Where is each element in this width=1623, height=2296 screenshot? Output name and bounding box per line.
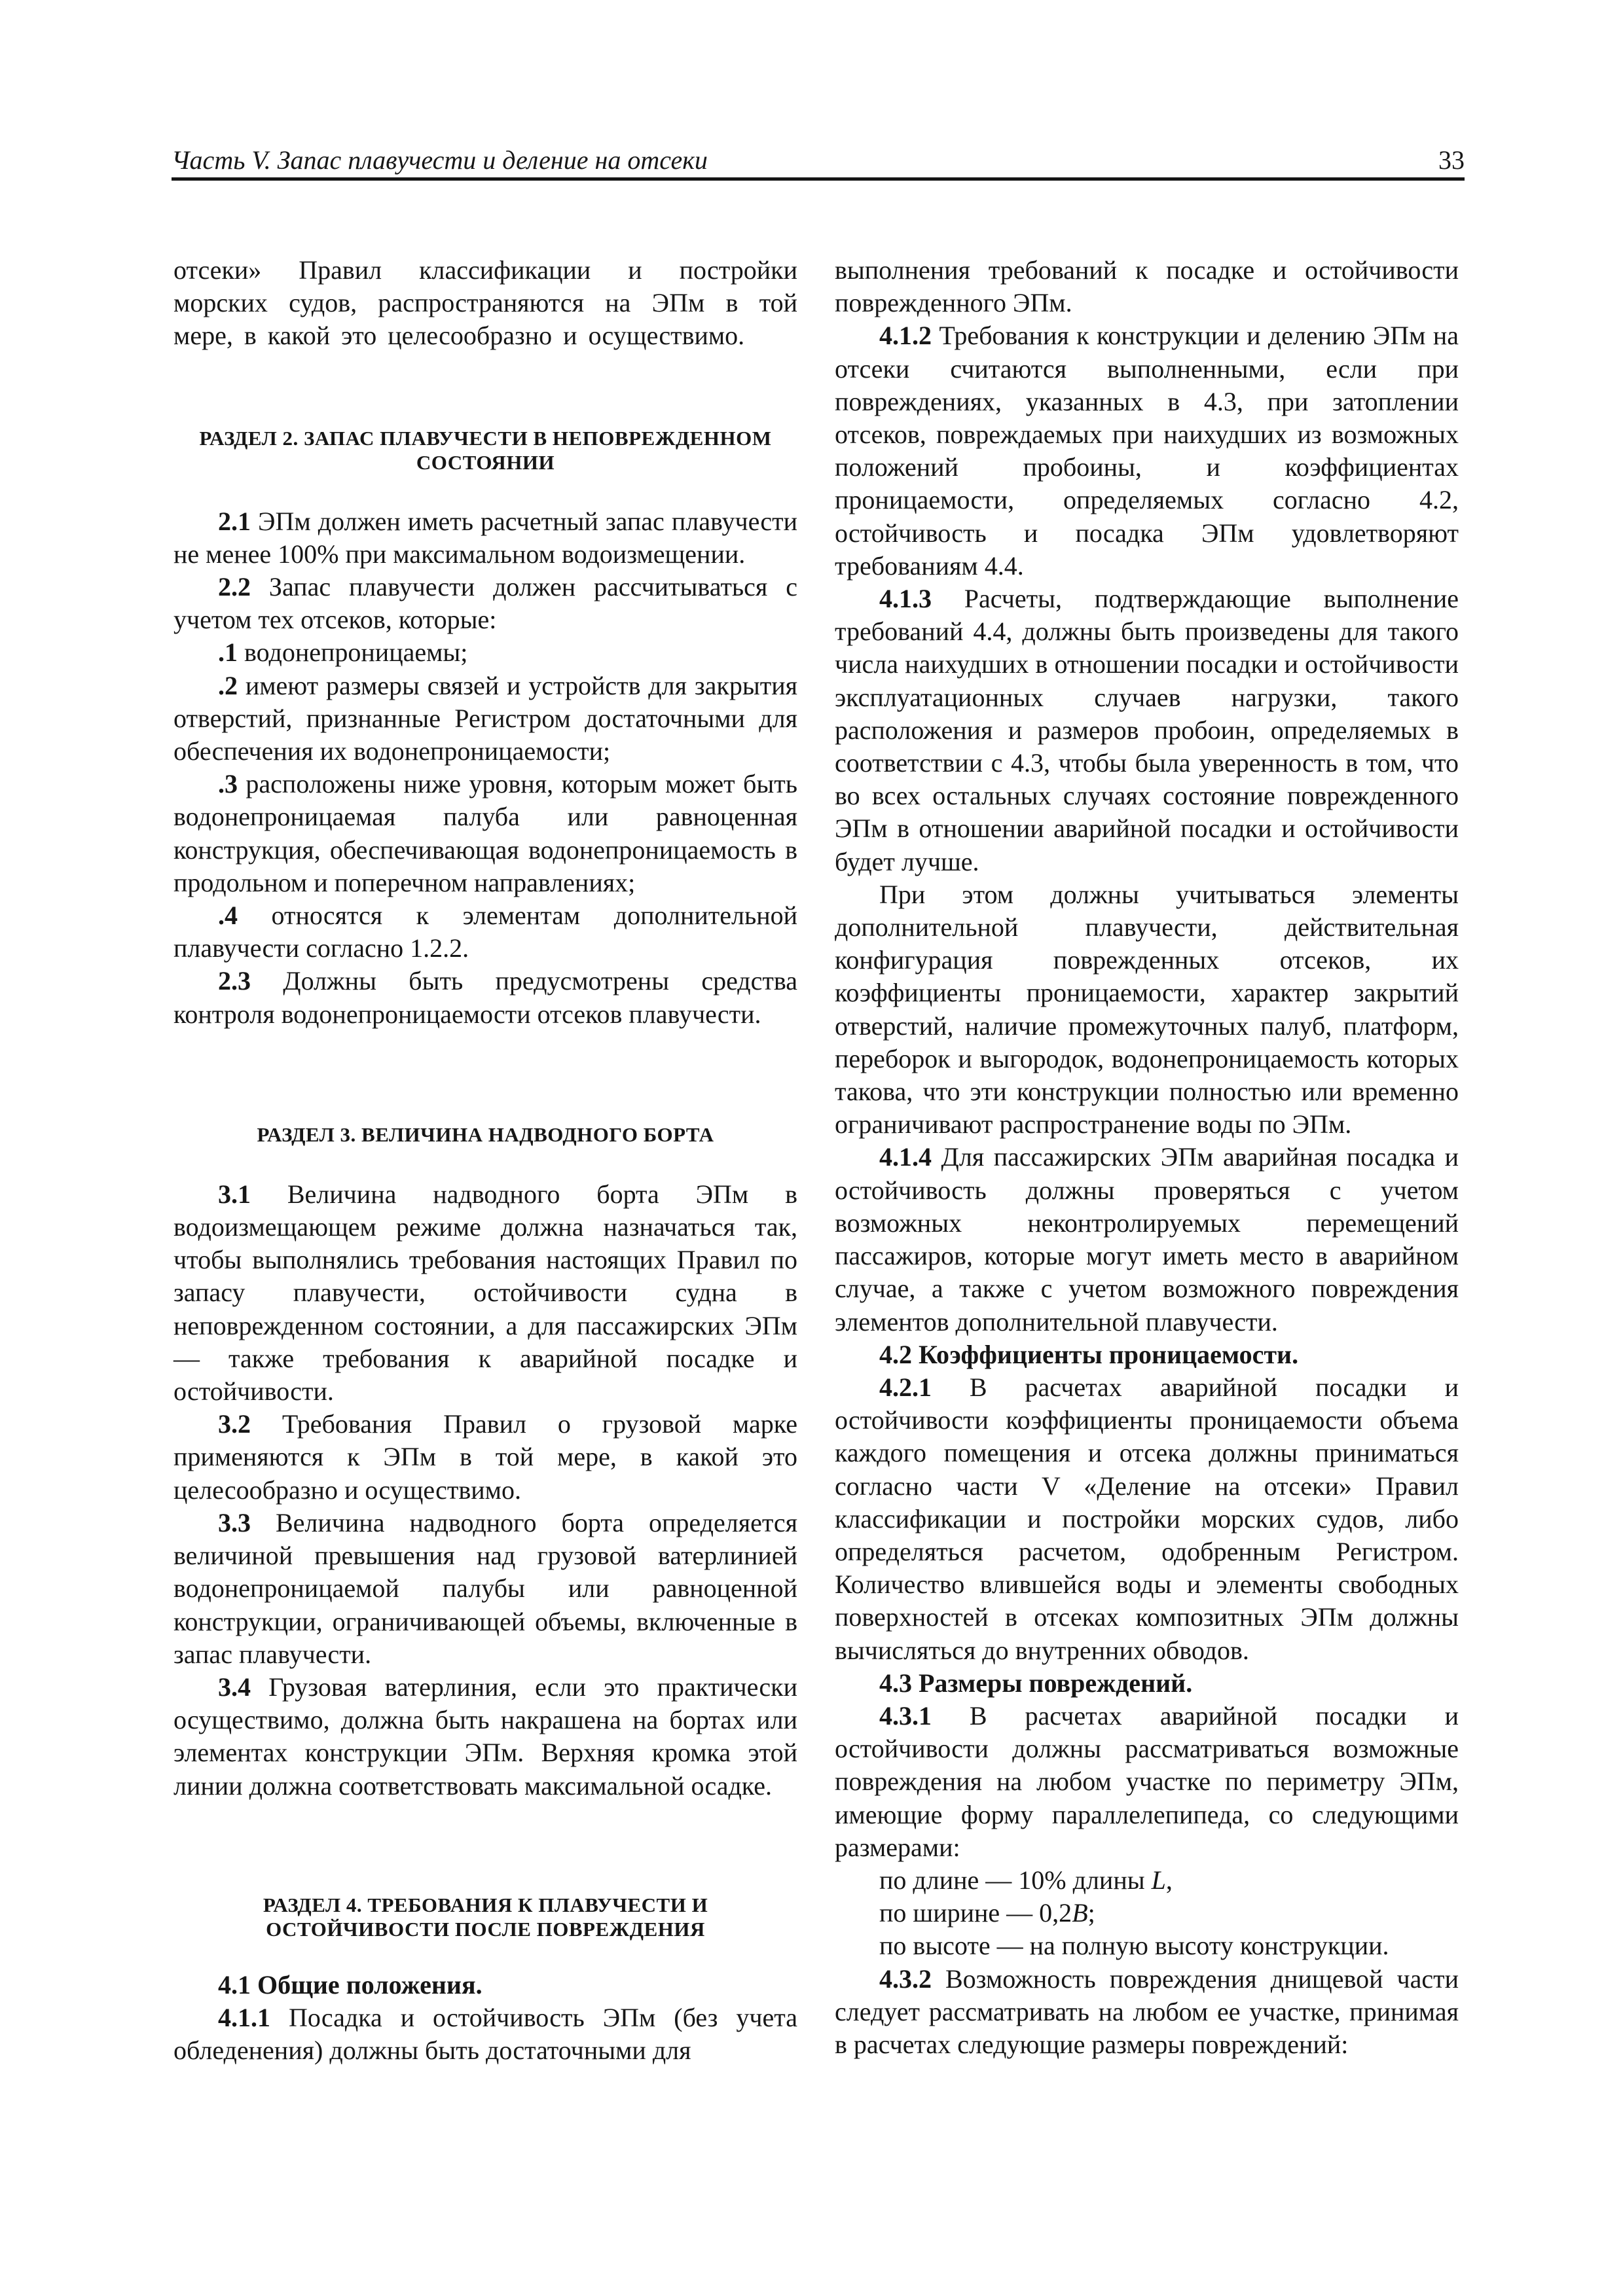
paragraph-text: Грузовая ватерлиния, если это практически осуществимо, должна быть накрашена на бортах или элементах конструкции ЭПм. Верхняя кромка этой линии должна соответствовать максимальной осадке. xyxy=(173,1672,797,1801)
paragraph-number: 3.3 xyxy=(218,1507,251,1537)
running-header-title: Часть V. Запас плавучести и деление на отсеки xyxy=(172,145,708,175)
paragraph-number: 2.3 xyxy=(218,966,251,996)
item-number: .1 xyxy=(218,637,238,668)
dimension-length xyxy=(835,1864,1459,1897)
list-item-2-2-1 xyxy=(173,636,797,669)
paragraph-number: 4.1.1 xyxy=(218,2002,270,2032)
item-text: расположены ниже уровня, которым может быть водонепроницаемая палуба или равноценная конструкция, обеспечивающая водонепроницаемость в продольном и поперечном направлениях; xyxy=(173,769,797,897)
header-rule xyxy=(172,177,1465,181)
paragraph-text: ЭПм должен иметь расчетный запас плавучести не менее 100% при максимальном водоизмещении. xyxy=(173,506,797,569)
item-number: .3 xyxy=(218,769,238,799)
paragraph-continued: выполнения требований к посадке и остойчивости поврежденного ЭПм. xyxy=(835,255,1459,318)
paragraph-text: В расчетах аварийной посадки и остойчивости коэффициенты проницаемости объема каждого помещения и отсека должны приниматься согласно части V «Деление на отсеки» Правил классификации и постройки морских судов, либо определяться расчетом, одобренным Регистром. Количество влившейся воды и элементы свободных поверхностей в отсеках композитных ЭПм должны вычисляться до внутренних обводов. xyxy=(835,1372,1459,1665)
paragraph-text: Требования к конструкции и делению ЭПм на отсеки считаются выполненными, если при повреждениях, указанных в 4.3, при затоплении отсеков, повреждаемых при наихудших из возможных положений пробоины, и коэффициентах проницаемости, определяемых согласно 4.2, остойчивость и посадка ЭПм удовлетворяют требованиям 4.4. xyxy=(835,321,1459,581)
paragraph-text: Для пассажирских ЭПм аварийная посадка и остойчивость должны проверяться с учетом возможных неконтролируемых перемещений пассажиров, которые могут иметь место в аварийном случае, а также с учетом возможного повреждения элементов дополнительной плавучести. xyxy=(835,1142,1459,1336)
dimension-variable: B xyxy=(1072,1898,1088,1928)
dimension-text: по длине — 10% длины xyxy=(879,1865,1152,1895)
section-2-heading: РАЗДЕЛ 2. ЗАПАС ПЛАВУЧЕСТИ В НЕПОВРЕЖДЕННОМ СОСТОЯНИИ xyxy=(199,426,772,474)
paragraph-4-1-3 xyxy=(835,583,1459,878)
paragraph-2-1 xyxy=(173,505,797,571)
paragraph-3-1 xyxy=(173,1178,797,1408)
paragraph-number: 4.1.3 xyxy=(879,584,932,614)
dimension-punct: , xyxy=(1165,1865,1173,1895)
page-number: 33 xyxy=(1438,145,1465,175)
paragraph-text: Запас плавучести должен рассчитываться с учетом тех отсеков, которые: xyxy=(173,572,797,635)
paragraph-2-3 xyxy=(173,965,797,1030)
paragraph-text: Должны быть предусмотрены средства контроля водонепроницаемости отсеков плавучести. xyxy=(173,966,797,1029)
paragraph-4-1-2 xyxy=(835,319,1459,583)
paragraph-intro: отсеки» Правил классификации и постройки морских судов, распространяются на ЭПм в той мере, в какой это целесообразно и осуществимо. xyxy=(173,255,797,351)
paragraph-text: Требования Правил о грузовой марке применяются к ЭПм в той мере, в какой это целесообразно и осуществимо. xyxy=(173,1409,797,1505)
paragraph-number: 4.2.1 xyxy=(879,1372,932,1402)
paragraph-number: 4.1.2 xyxy=(879,321,932,351)
subsection-4-3-title: 4.3 Размеры повреждений. xyxy=(879,1668,1193,1698)
paragraph-4-1-1 xyxy=(173,2001,797,2067)
paragraph-3-4 xyxy=(173,1671,797,1803)
dimension-variable: L xyxy=(1151,1865,1166,1895)
paragraph-number: 2.1 xyxy=(218,506,251,536)
dimension-text: по ширине — 0,2 xyxy=(879,1898,1072,1928)
item-text: относятся к элементам дополнительной плавучести согласно 1.2.2. xyxy=(173,901,797,963)
paragraph-3-2 xyxy=(173,1408,797,1507)
paragraph-number: 3.1 xyxy=(218,1179,251,1209)
subsection-4-2-title: 4.2 Коэффициенты проницаемости. xyxy=(879,1339,1299,1369)
paragraph-4-2-1 xyxy=(835,1371,1459,1667)
paragraph-text: Возможность повреждения днищевой части следует рассматривать на любом ее участке, принимая в расчетах следующие размеры повреждений: xyxy=(835,1964,1459,2059)
dimension-width xyxy=(835,1897,1459,1929)
paragraph-3-3 xyxy=(173,1507,797,1671)
paragraph-text: Величина надводного борта определяется величиной превышения над грузовой ватерлинией водонепроницаемой палубы или равноценной конструкции, ограничивающей объемы, включенные в запас плавучести. xyxy=(173,1507,797,1669)
paragraph-elements: При этом должны учитываться элементы дополнительной плавучести, действительная конфигурация поврежденных отсеков, их коэффициенты проницаемости, характер закрытий отверстий, наличие промежуточных палуб, платформ, переборок и выгородок, водонепроницаемость которых такова, что эти конструкции полностью или временно ограничивают распространение воды по ЭПм. xyxy=(835,879,1459,1139)
item-text: имеют размеры связей и устройств для закрытия отверстий, признанные Регистром достаточными для обеспечения их водонепроницаемости; xyxy=(173,670,797,766)
subsection-4-1-title: 4.1 Общие положения. xyxy=(218,1969,483,2000)
item-number: .2 xyxy=(218,670,238,700)
running-header xyxy=(172,145,1465,175)
paragraph-4-1-4 xyxy=(835,1141,1459,1338)
section-4-heading: РАЗДЕЛ 4. ТРЕБОВАНИЯ К ПЛАВУЧЕСТИ И ОСТОЙЧИВОСТИ ПОСЛЕ ПОВРЕЖДЕНИЯ xyxy=(263,1893,708,1941)
paragraph-number: 4.3.2 xyxy=(879,1964,932,1994)
paragraph-4-3-2 xyxy=(835,1963,1459,2062)
dimension-height: по высоте — на полную высоту конструкции. xyxy=(879,1931,1389,1961)
paragraph-number: 4.1.4 xyxy=(879,1142,932,1172)
paragraph-text: Величина надводного борта ЭПм в водоизмещающем режиме должна назначаться так, чтобы выполнялись требования настоящих Правил по запасу плавучести, остойчивости судна в неповрежденном состоянии, а для пассажирских ЭПм — также требования к аварийной посадке и остойчивости. xyxy=(173,1179,797,1407)
paragraph-number: 4.3.1 xyxy=(879,1700,932,1731)
paragraph-text: Расчеты, подтверждающие выполнение требований 4.4, должны быть произведены для такого числа наихудших в отношении посадки и остойчивости эксплуатационных случаев нагрузки, такого расположения и размеров пробоин, определяемых в соответствии с 4.3, чтобы была уверенность в том, что во всех остальных случаях состояние поврежденного ЭПм в отношении аварийной посадки и остойчивости будет лучше. xyxy=(835,584,1459,876)
paragraph-number: 2.2 xyxy=(218,572,251,602)
item-text: водонепроницаемы; xyxy=(238,637,468,668)
left-column xyxy=(173,254,797,2067)
right-column xyxy=(835,254,1459,2061)
paragraph-text: Посадка и остойчивость ЭПм (без учета обледенения) должны быть достаточными для xyxy=(173,2002,797,2066)
paragraph-number: 3.2 xyxy=(218,1409,251,1439)
list-item-2-2-3 xyxy=(173,768,797,899)
paragraph-text: В расчетах аварийной посадки и остойчивости должны рассматриваться возможные повреждения на любом участке по периметру ЭПм, имеющие форму параллелепипеда, со следующими размерами: xyxy=(835,1700,1459,1862)
item-number: .4 xyxy=(218,901,238,931)
paragraph-4-3-1 xyxy=(835,1700,1459,1864)
list-item-2-2-2 xyxy=(173,670,797,768)
paragraph-number: 3.4 xyxy=(218,1672,251,1702)
dimension-punct: ; xyxy=(1087,1898,1095,1928)
section-3-heading: РАЗДЕЛ 3. ВЕЛИЧИНА НАДВОДНОГО БОРТА xyxy=(257,1122,714,1146)
paragraph-2-2 xyxy=(173,571,797,636)
list-item-2-2-4 xyxy=(173,899,797,965)
